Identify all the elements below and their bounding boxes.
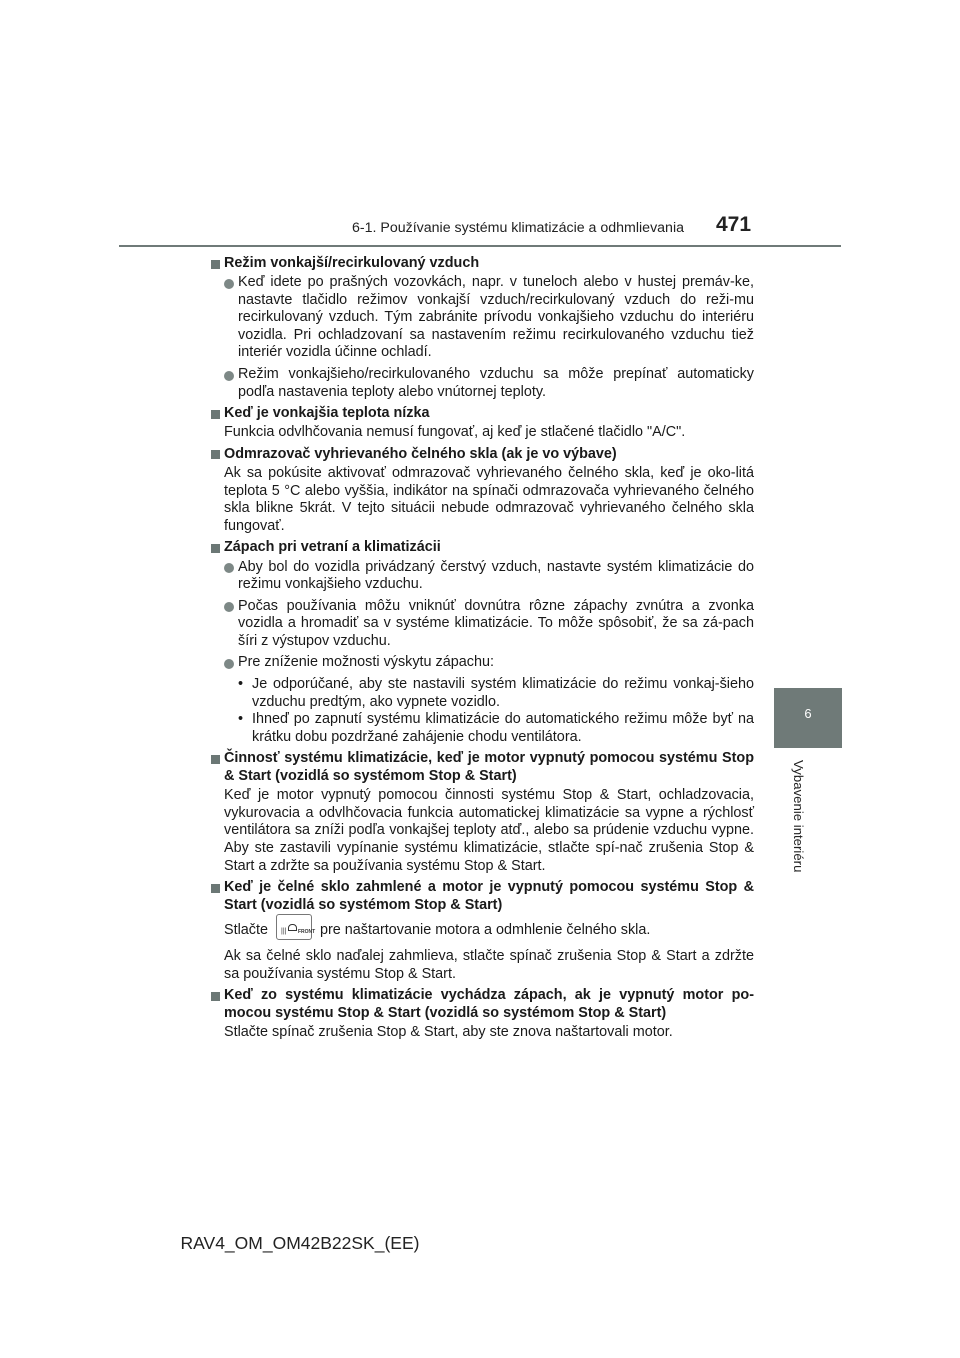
chapter-label: Vybavenie interiéru <box>791 760 806 873</box>
small-bullet-icon: • <box>238 711 244 728</box>
page-number: 471 <box>716 213 752 236</box>
front-defroster-button-icon <box>276 914 316 940</box>
section-heading <box>210 405 754 423</box>
section-heading <box>210 750 754 785</box>
section-heading <box>210 255 754 273</box>
list-item-text: Aby bol do vozidla privádzaný čerstvý vzduch, nastavte systém klimatizácie do režimu vonkajšieho vzduchu. <box>238 558 754 593</box>
sub-list-item <box>210 676 754 711</box>
section-title: 6-1. Používanie systému klimatizácie a odhmlievania <box>352 220 684 236</box>
mode-lines-icon: ||| <box>281 928 287 936</box>
paragraph: Ak sa čelné sklo naďalej zahmlieva, stlačte spínač zrušenia Stop & Start a zdržte sa používania systému Stop & Start. <box>224 948 754 982</box>
section-heading <box>210 987 754 1022</box>
sub-list-item-text: Ihneď po zapnutí systému klimatizácie do automatického režimu môže byť na krátku dobu pozdržané zahájenie chodu ventilátora. <box>252 711 754 745</box>
list-item <box>210 559 754 594</box>
front-label: FRONT <box>298 929 316 936</box>
list-item <box>210 654 754 672</box>
heading-text: Zápach pri vetraní a klimatizácii <box>224 539 441 556</box>
heading-text: Odmrazovač vyhrievaného čelného skla (ak je vo výbave) <box>224 445 617 462</box>
heading-text: Keď je čelné sklo zahmlené a motor je vypnutý pomocou systému Stop & Start (vozidlá so systémom Stop & Start) <box>224 879 754 913</box>
paragraph-with-button <box>210 920 754 940</box>
list-item <box>210 366 754 401</box>
circle-bullet-icon <box>224 563 234 573</box>
square-bullet-icon <box>211 450 220 459</box>
heading-text: Keď zo systému klimatizácie vychádza zápach, ak je vypnutý motor po-mocou systému Stop & Start (vozidlá so systémom Stop & Start) <box>224 987 754 1022</box>
circle-bullet-icon <box>224 602 234 612</box>
press-text: Stlačte <box>224 922 268 939</box>
paragraph: Keď je motor vypnutý pomocou činnosti systému Stop & Start, ochladzovacia, vykurovacia a odvlhčovacia funkcia automatickej klimatizácie sa vypne a rýchlosť ventilátora sa zníži podľa vonkajšej teploty atď., alebo sa prúdenie vzduchu vypne. Aby ste zastavili vypínanie systému klimatizácie, stlačte spí-nač zrušenia Stop & Start a zdržte sa používania systému Stop & Start. <box>224 787 754 874</box>
section-odor-stop-start <box>210 987 754 1041</box>
chapter-number: 6 <box>804 706 812 721</box>
list-item-text: Režim vonkajšieho/recirkulovaného vzduchu sa môže prepínať automaticky podľa nastavenia teploty alebo vnútornej teploty. <box>238 366 754 400</box>
list-item-text: Keď idete po prašných vozovkách, napr. v tuneloch alebo v hustej premáv-ke, nastavte tlačidlo režimov vonkajší vzduch/recirkulovaný vzduch do reži-mu recirkulovaný vzduch. Tým zabránite prívodu vonkajšieho vzduchu do interiéru vozidla. Pri ochladzovaní sa nastavením režimu recirkulovaného vzduchu tiež interiér vozidla účinne ochladí. <box>238 274 754 361</box>
small-bullet-icon: • <box>238 676 244 693</box>
chapter-tab <box>774 688 842 748</box>
heading-text: Keď je vonkajšia teplota nízka <box>224 405 430 422</box>
section-stop-start-ac <box>210 750 754 875</box>
list-item <box>210 598 754 651</box>
square-bullet-icon <box>211 755 220 764</box>
sub-list <box>210 676 754 746</box>
page-content <box>210 255 754 1046</box>
square-bullet-icon <box>211 544 220 553</box>
circle-bullet-icon <box>224 659 234 669</box>
list-item-text: Počas používania môžu vniknúť dovnútra rôzne zápachy zvnútra a zvonka vozidla a hromadiť sa v systéme klimatizácie. To môže spôsobiť, že sa zá-pach šíri z výstupov vzduchu. <box>238 597 754 649</box>
press-text-continued: pre naštartovanie motora a odmhlenie čelného skla. <box>320 922 651 939</box>
section-windshield-deicer <box>210 446 754 535</box>
section-heading <box>210 879 754 914</box>
document-code: RAV4_OM_OM42B22SK_(EE) <box>180 1233 420 1253</box>
square-bullet-icon <box>211 992 220 1001</box>
section-low-outside-temp <box>210 405 754 442</box>
paragraph: Ak sa pokúsite aktivovať odmrazovač vyhrievaného čelného skla, keď je oko-litá teplota 5 °C alebo vyššia, indikátor na spínači odmrazovača vyhrievaného čelného skla blikne 5krát. V tejto situácii nebude odmrazovač vyhrievaného čelného skla fungovať. <box>224 465 754 534</box>
section-heading <box>210 539 754 557</box>
section-heading <box>210 446 754 464</box>
sub-list-item-text: Je odporúčané, aby ste nastavili systém klimatizácie do režimu vonkaj-šieho vzduchu predtým, ako vypnete vozidlo. <box>252 676 754 710</box>
list-item-text: Pre zníženie možnosti výskytu zápachu: <box>238 654 494 671</box>
list-item <box>210 274 754 362</box>
paragraph: Funkcia odvlhčovania nemusí fungovať, aj keď je stlačené tlačidlo "A/C". <box>224 424 686 441</box>
circle-bullet-icon <box>224 371 234 381</box>
header-divider <box>119 245 841 247</box>
heading-text: Režim vonkajší/recirkulovaný vzduch <box>224 255 480 271</box>
heading-text: Činnosť systému klimatizácie, keď je motor vypnutý pomocou systému Stop & Start (vozidlá so systémom Stop & Start) <box>224 750 754 785</box>
square-bullet-icon <box>211 884 220 893</box>
square-bullet-icon <box>211 410 220 419</box>
circle-bullet-icon <box>224 279 234 289</box>
section-fogged-windshield <box>210 879 754 983</box>
sub-list-item <box>210 711 754 746</box>
paragraph: Stlačte spínač zrušenia Stop & Start, aby ste znova naštartovali motor. <box>224 1024 673 1041</box>
section-odor <box>210 539 754 746</box>
square-bullet-icon <box>211 260 220 269</box>
section-air-mode <box>210 255 754 401</box>
windshield-icon <box>288 924 297 931</box>
